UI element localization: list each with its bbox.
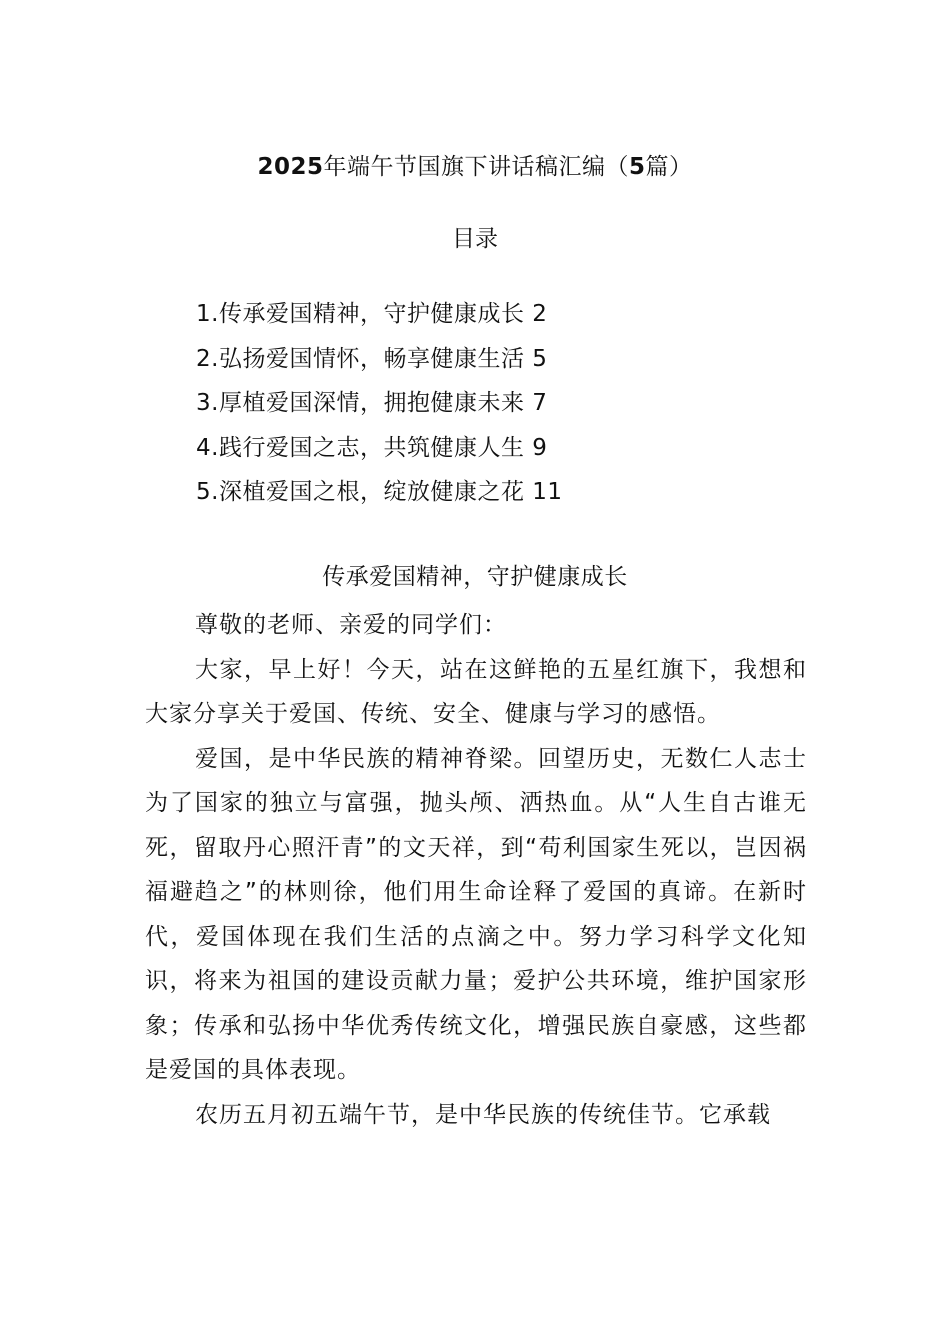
toc-item[interactable]: 1.传承爱国精神，守护健康成长 2: [196, 301, 548, 327]
title-end: 篇）: [645, 154, 693, 180]
toc-item[interactable]: 2.弘扬爱国情怀，畅享健康生活 5: [196, 345, 548, 372]
title-count: 5: [629, 154, 646, 180]
body-text: [145, 603, 807, 1137]
paragraph: 农历五月初五端午节，是中华民族的传统佳节。它承载: [195, 1101, 771, 1128]
section-title: 传承爱国精神，守护健康成长: [322, 564, 628, 590]
title-main: 年端午节国旗下讲话稿汇编（: [323, 154, 629, 180]
table-of-contents: [196, 292, 563, 515]
salutation: 尊敬的老师、亲爱的同学们：: [195, 612, 507, 638]
document-title: [0, 150, 950, 184]
paragraph: 爱国，是中华民族的精神脊梁。回望历史，无数仁人志士为了国家的独立与富强，抛头颅、洒热血。从“人生自古谁无死，留取丹心照汗青”的文天祥，到“苟利国家生死以，岂因祸福避趋之”的林则徐，他们用生命诠释了爱国的真谛。在新时代，爱国体现在我们生活的点滴之中。努力学习科学文化知识，将来为祖国的建设贡献力量；爱护公共环境，维护国家形象；传承和弘扬中华优秀传统文化，增强民族自豪感，这些都是爱国的具体表现。: [145, 745, 807, 1083]
paragraph: 大家，早上好！今天，站在这鲜艳的五星红旗下，我想和大家分享关于爱国、传统、安全、健康与学习的感悟。: [145, 656, 807, 727]
toc-heading: 目录: [452, 226, 498, 252]
toc-item[interactable]: 5.深植爱国之根，绽放健康之花 11: [196, 479, 563, 505]
toc-item[interactable]: 3.厚植爱国深情，拥抱健康未来 7: [196, 390, 548, 416]
toc-item[interactable]: 4.践行爱国之志，共筑健康人生 9: [196, 434, 548, 461]
title-year: 2025: [257, 154, 324, 180]
